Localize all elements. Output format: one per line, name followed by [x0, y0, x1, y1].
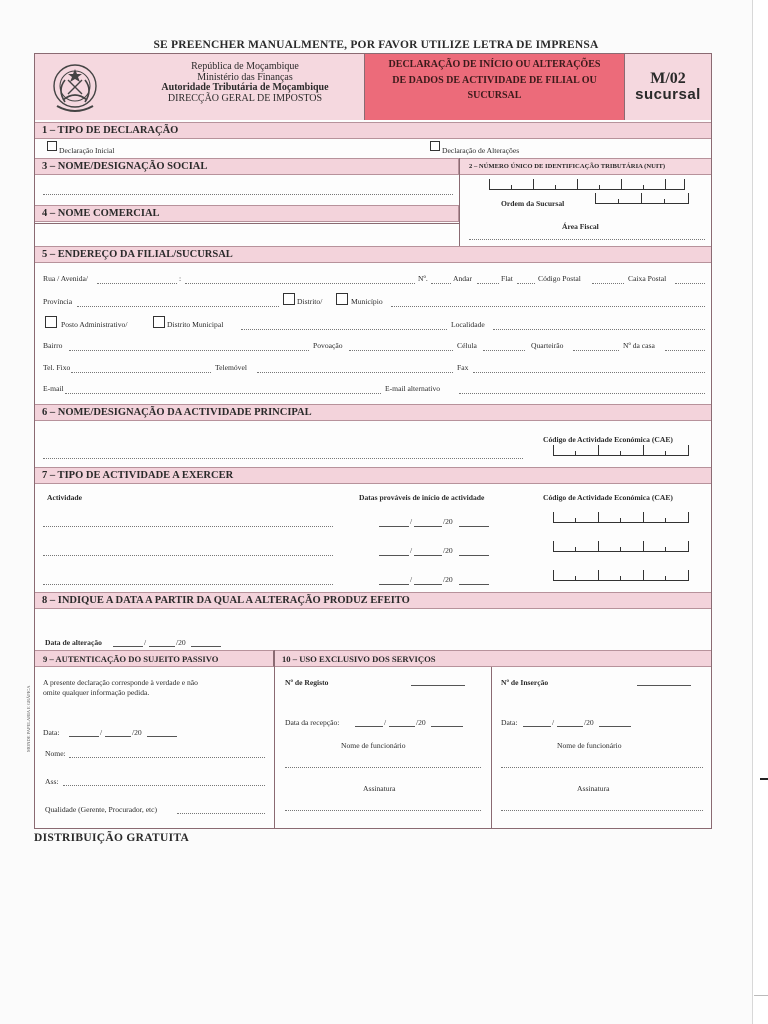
branch-order-comb[interactable]	[595, 194, 689, 204]
nuit-comb-field[interactable]	[489, 180, 685, 190]
ministry-name: Ministério das Finanças	[197, 71, 293, 83]
form-variant: sucursal	[635, 86, 701, 103]
landline-label: Tel. Fixo	[43, 363, 71, 372]
reg-official-name-field[interactable]	[285, 767, 481, 768]
locality-field[interactable]	[493, 329, 705, 330]
form-code: M/02	[650, 70, 686, 87]
authority-text	[125, 62, 365, 104]
start-date-day-2[interactable]	[379, 555, 409, 556]
settlement-field[interactable]	[349, 350, 453, 351]
start-date-yearfield-3[interactable]	[459, 584, 489, 585]
changes-declaration-label: Declaração de Alterações	[442, 146, 520, 155]
admin-post-label: Posto Administrativo/	[61, 320, 128, 329]
start-date-month-1[interactable]	[414, 526, 442, 527]
ins-official-name-field[interactable]	[501, 767, 703, 768]
section4-field-line	[35, 223, 459, 224]
street-label: Rua / Avenida/	[43, 274, 88, 283]
section8-header: 8 – INDIQUE A DATA A PARTIR DA QUAL A ALTERAÇÃO PRODUZ EFEITO	[35, 592, 711, 609]
activity-field-2[interactable]	[43, 555, 333, 556]
house-number-label: Nº da casa	[623, 341, 655, 350]
auth-signature-label: Ass:	[45, 777, 59, 786]
mobile-label: Telemóvel	[215, 363, 247, 372]
auth-date-month[interactable]	[105, 736, 131, 737]
auth-date-sep: /	[100, 728, 103, 737]
section9-divider	[274, 650, 275, 828]
insertion-date-day[interactable]	[523, 726, 551, 727]
flat-label: Flat	[501, 274, 513, 283]
receipt-date-yearfield[interactable]	[431, 726, 463, 727]
change-date-label: Data de alteração	[45, 638, 102, 647]
fiscal-area-label: Área Fiscal	[562, 222, 599, 231]
insertion-date-year: /20	[584, 718, 594, 727]
section3-header: 3 – NOME/DESIGNAÇÃO SOCIAL	[35, 158, 459, 175]
initial-declaration-label: Declaração Inicial	[59, 146, 115, 155]
auth-date-day[interactable]	[69, 736, 99, 737]
municipality-field[interactable]	[391, 306, 705, 307]
receipt-date-year: /20	[416, 718, 426, 727]
email-alt-field[interactable]	[459, 393, 705, 394]
start-date-year-2: /20	[443, 546, 453, 555]
printer-imprint: MONDE PAPELARIA E GRÁFICA	[26, 685, 31, 752]
start-date-day-3[interactable]	[379, 584, 409, 585]
house-number-field[interactable]	[665, 350, 705, 351]
section4-header: 4 – NOME COMERCIAL	[35, 205, 459, 222]
municipal-district-checkbox[interactable]	[153, 316, 165, 328]
form-title-line3: SUCURSAL	[467, 90, 522, 101]
postal-code-label: Código Postal	[538, 274, 581, 283]
change-date-year: /20	[176, 638, 186, 647]
receipt-date-label: Data da recepção:	[285, 718, 340, 727]
change-date-sep: /	[144, 638, 147, 647]
start-date-month-2[interactable]	[414, 555, 442, 556]
registration-no-field[interactable]	[411, 685, 465, 686]
insertion-no-label: Nº de Inserção	[501, 678, 549, 687]
auth-capacity-label: Qualidade (Gerente, Procurador, etc)	[45, 805, 158, 814]
section2-divider	[459, 158, 460, 246]
auth-date-label: Data:	[43, 728, 60, 737]
print-instruction: SE PREENCHER MANUALMENTE, POR FAVOR UTILIZE LETRA DE IMPRENSA	[153, 39, 599, 51]
activity-cae-comb-1[interactable]	[553, 513, 689, 523]
form-title-block	[365, 54, 625, 120]
ins-official-name-label: Nome de funcionário	[557, 741, 622, 750]
social-name-field[interactable]	[43, 194, 453, 195]
statement-line1: A presente declaração corresponde à verdade e não	[43, 678, 198, 687]
floor-field[interactable]	[477, 283, 499, 284]
start-date-sep-3: /	[410, 575, 413, 584]
municipal-district-label: Distrito Municipal	[167, 320, 224, 329]
activity-cae-comb-2[interactable]	[553, 542, 689, 552]
ins-signature-field[interactable]	[501, 810, 703, 811]
auth-date-yearfield[interactable]	[147, 736, 177, 737]
po-box-label: Caixa Postal	[628, 274, 667, 283]
auth-name-field[interactable]	[69, 757, 265, 758]
form-code-block	[625, 54, 711, 120]
street-field[interactable]	[97, 283, 177, 284]
start-date-year-1: /20	[443, 517, 453, 526]
receipt-date-month[interactable]	[389, 726, 415, 727]
mozambique-emblem-icon	[49, 60, 101, 114]
flat-field[interactable]	[517, 283, 535, 284]
auth-signature-field[interactable]	[63, 785, 265, 786]
reg-signature-label: Assinatura	[363, 784, 396, 793]
ins-signature-label: Assinatura	[577, 784, 610, 793]
start-date-yearfield-2[interactable]	[459, 555, 489, 556]
landline-field[interactable]	[71, 372, 211, 373]
block-label: Quarteirão	[531, 341, 564, 350]
auth-capacity-field[interactable]	[177, 813, 265, 814]
email-alt-label: E-mail alternativo	[385, 384, 441, 393]
street-field-2[interactable]	[185, 283, 415, 284]
statement-line2: omite qualquer informação pedida.	[43, 688, 150, 697]
municipality-label: Município	[351, 297, 383, 306]
activity-column-label: Actividade	[47, 493, 83, 502]
postal-code-field[interactable]	[592, 283, 624, 284]
insertion-date-label: Data:	[501, 718, 518, 727]
section10-divider	[491, 667, 492, 828]
fax-label: Fax	[457, 363, 469, 372]
email-field[interactable]	[65, 393, 381, 394]
insertion-date-month[interactable]	[557, 726, 583, 727]
fax-field[interactable]	[473, 372, 705, 373]
number-label: Nº.	[418, 274, 428, 283]
dates-column-label: Datas prováveis de início de actividade	[359, 493, 485, 502]
province-label: Província	[43, 297, 73, 306]
email-label: E-mail	[43, 384, 64, 393]
changes-declaration-checkbox[interactable]	[430, 141, 440, 151]
insertion-date-sep: /	[552, 718, 555, 727]
section1-header: 1 – TIPO DE DECLARAÇÃO	[35, 122, 711, 139]
cae-column-label: Código de Actividade Económica (CAE)	[543, 493, 673, 502]
main-activity-cae-comb[interactable]	[553, 446, 689, 456]
section10-header: 10 – USO EXCLUSIVO DOS SERVIÇOS	[274, 650, 711, 667]
change-date-yearfield[interactable]	[191, 646, 221, 647]
insertion-no-field[interactable]	[637, 685, 691, 686]
activity-field-3[interactable]	[43, 584, 333, 585]
main-activity-cae-label: Código de Actividade Económica (CAE)	[543, 435, 673, 444]
activity-field-1[interactable]	[43, 526, 333, 527]
start-date-yearfield-1[interactable]	[459, 526, 489, 527]
insertion-date-yearfield[interactable]	[599, 726, 631, 727]
form-title-line2: DE DADOS DE ACTIVIDADE DE FILIAL OU	[392, 74, 597, 86]
branch-order-label: Ordem da Sucursal	[501, 199, 565, 208]
main-activity-field[interactable]	[43, 458, 523, 459]
floor-label: Andar	[453, 274, 472, 283]
po-box-field[interactable]	[675, 283, 705, 284]
settlement-label: Povoação	[313, 341, 343, 350]
fiscal-area-field[interactable]	[469, 239, 705, 240]
republic-name: República de Moçambique	[191, 61, 299, 72]
form-title-line1: DECLARAÇÃO DE INÍCIO OU ALTERAÇÕES	[388, 59, 601, 70]
auth-name-label: Nome:	[45, 749, 66, 758]
neighborhood-field[interactable]	[69, 350, 309, 351]
section2-header: 2 – NÚMERO ÚNICO DE IDENTIFICAÇÃO TRIBUTÁRIA (NUIT)	[459, 158, 711, 175]
start-date-month-3[interactable]	[414, 584, 442, 585]
start-date-day-1[interactable]	[379, 526, 409, 527]
district-label: Distrito/	[297, 297, 323, 306]
municipal-district-field[interactable]	[241, 329, 447, 330]
receipt-date-sep: /	[384, 718, 387, 727]
street-colon: :	[179, 274, 182, 283]
directorate-name: DIRECÇÃO GERAL DE IMPOSTOS	[167, 92, 323, 104]
cell-label: Célula	[457, 341, 477, 350]
auth-date-year: /20	[132, 728, 142, 737]
municipality-checkbox[interactable]	[336, 293, 348, 305]
activity-cae-comb-3[interactable]	[553, 571, 689, 581]
form-frame	[34, 53, 712, 829]
start-date-sep-1: /	[410, 517, 413, 526]
authority-name: Autoridade Tributária de Moçambique	[161, 82, 329, 93]
reg-signature-field[interactable]	[285, 810, 481, 811]
locality-label: Localidade	[451, 320, 485, 329]
section5-header: 5 – ENDEREÇO DA FILIAL/SUCURSAL	[35, 246, 711, 263]
header-authority-block	[35, 54, 365, 120]
neighborhood-label: Bairro	[43, 341, 63, 350]
free-distribution-note: DISTRIBUIÇÃO GRATUITA	[34, 832, 190, 844]
page-edge-line	[754, 995, 768, 996]
admin-post-checkbox[interactable]	[45, 316, 57, 328]
change-date-month[interactable]	[149, 646, 175, 647]
section9-header: 9 – AUTENTICAÇÃO DO SUJEITO PASSIVO	[35, 650, 274, 667]
start-date-sep-2: /	[410, 546, 413, 555]
province-field[interactable]	[77, 306, 279, 307]
initial-declaration-checkbox[interactable]	[47, 141, 57, 151]
section6-header: 6 – NOME/DESIGNAÇÃO DA ACTIVIDADE PRINCIPAL	[35, 404, 711, 421]
section7-header: 7 – TIPO DE ACTIVIDADE A EXERCER	[35, 467, 711, 484]
receipt-date-day[interactable]	[355, 726, 383, 727]
cell-field[interactable]	[483, 350, 525, 351]
reg-official-name-label: Nome de funcionário	[341, 741, 406, 750]
change-date-day[interactable]	[113, 646, 143, 647]
page-edge-mark	[760, 778, 768, 780]
number-field[interactable]	[431, 283, 451, 284]
start-date-year-3: /20	[443, 575, 453, 584]
registration-no-label: Nº de Registo	[285, 678, 329, 687]
district-checkbox[interactable]	[283, 293, 295, 305]
block-field[interactable]	[573, 350, 619, 351]
mobile-field[interactable]	[257, 372, 453, 373]
